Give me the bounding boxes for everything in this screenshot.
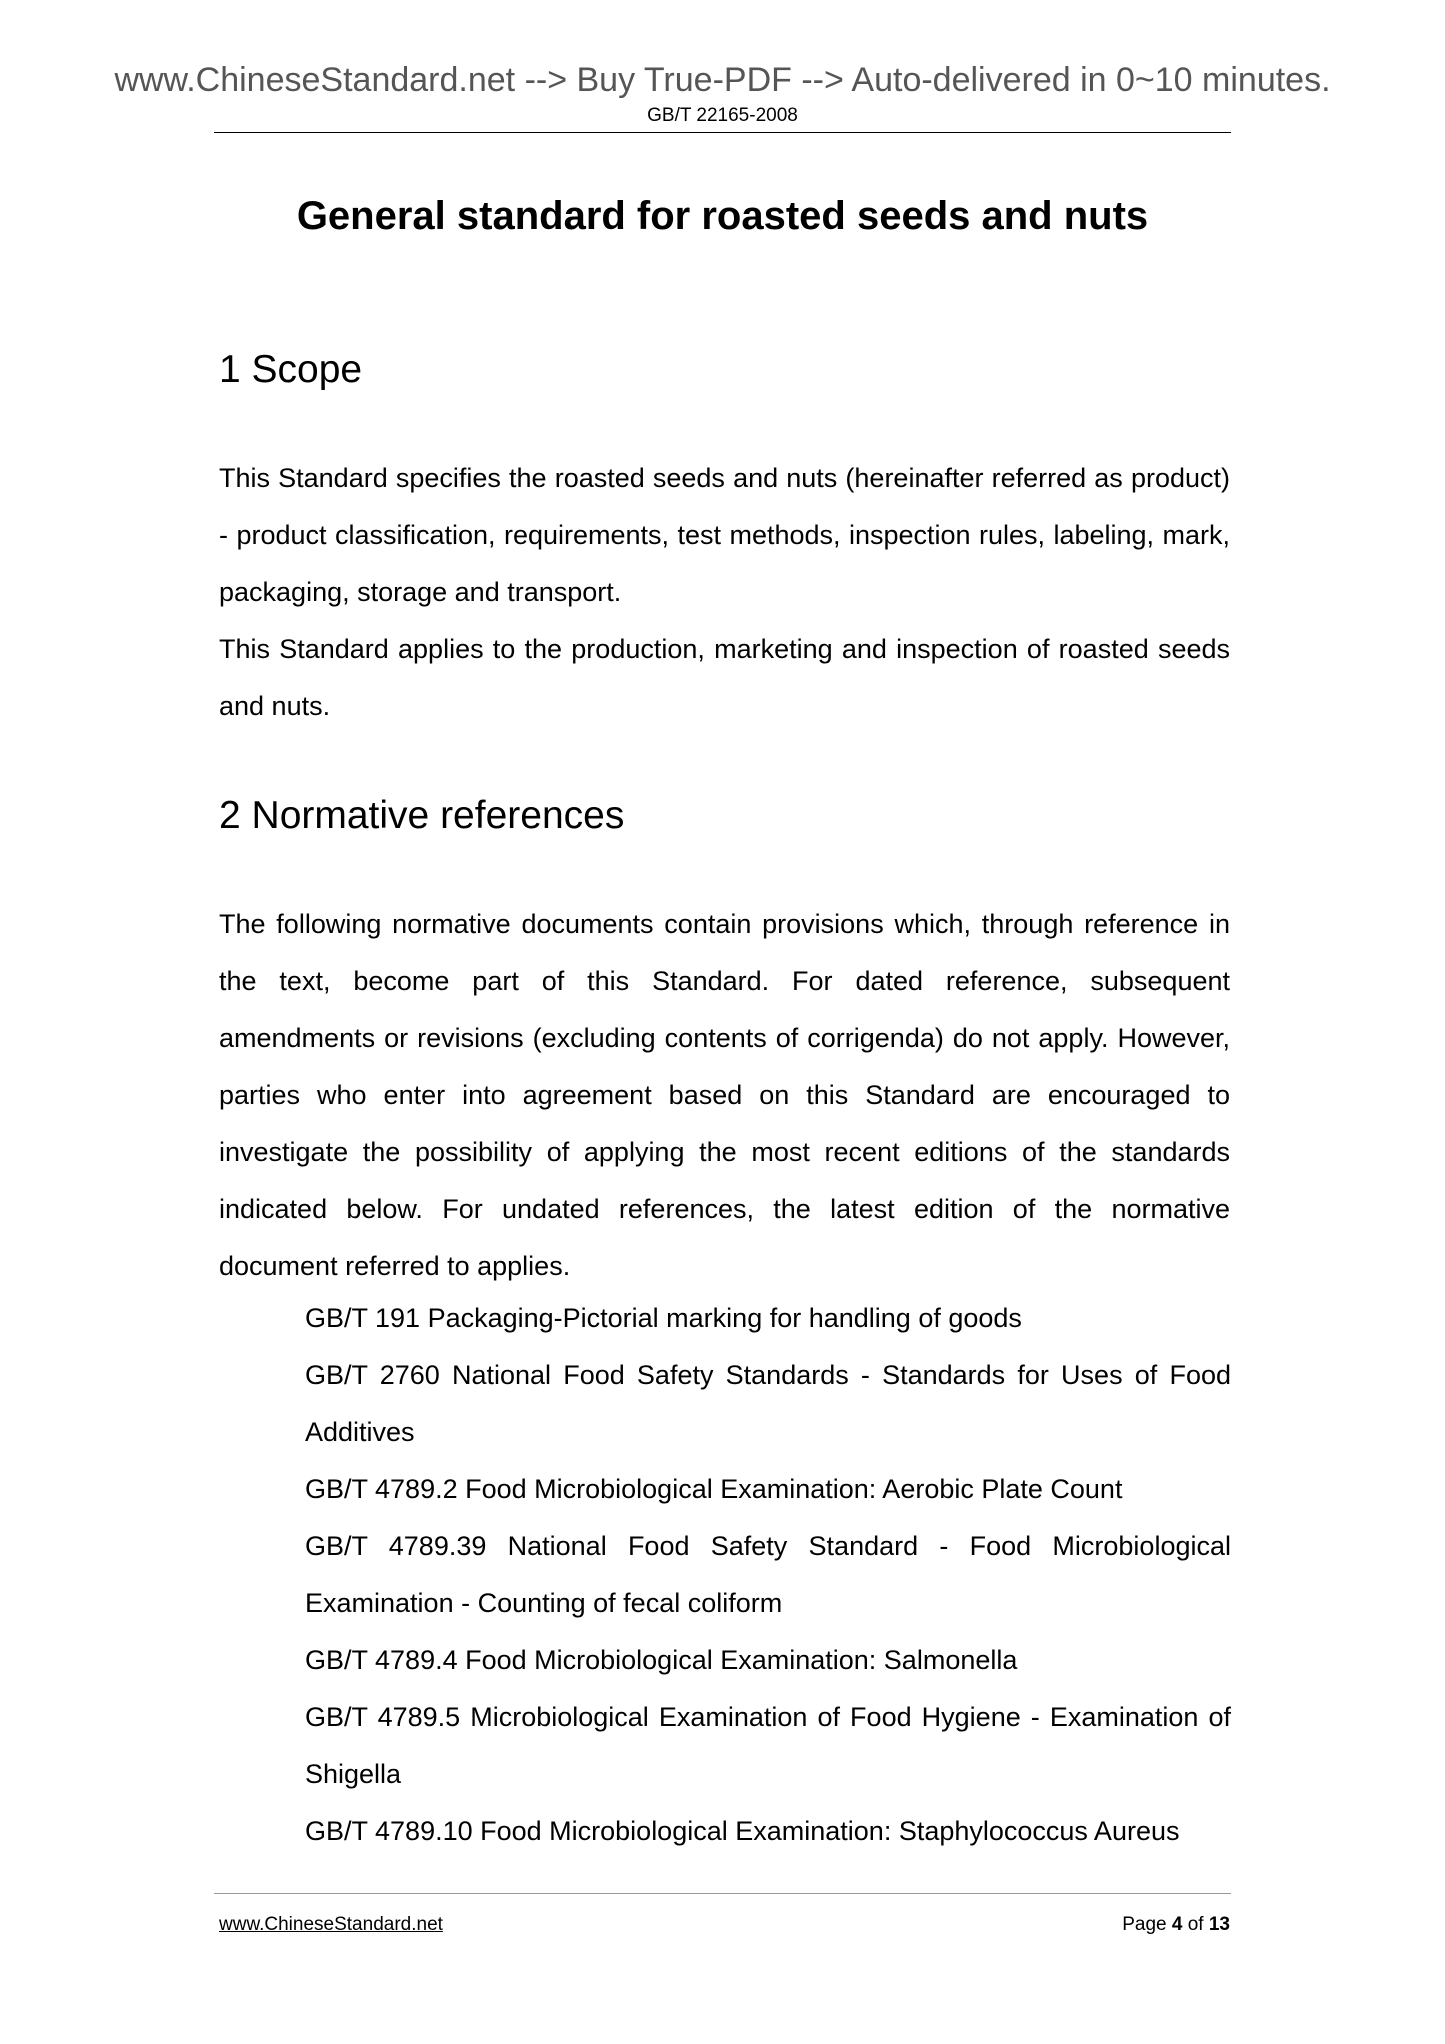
header-divider <box>214 132 1231 133</box>
reference-item: GB/T 4789.2 Food Microbiological Examination: Aerobic Plate Count <box>305 1474 1123 1504</box>
footer-divider <box>214 1893 1231 1894</box>
page-current: 4 <box>1171 1914 1183 1935</box>
document-title: General standard for roasted seeds and nuts <box>296 194 1149 238</box>
reference-item: GB/T 4789.4 Food Microbiological Examination: Salmonella <box>305 1645 1018 1675</box>
scope-applicability-paragraph: This Standard applies to the production, marketing and inspection of roasted seeds and nuts. <box>219 634 1230 721</box>
page-of: of <box>1187 1914 1204 1935</box>
section-heading-scope: 1 Scope <box>219 348 363 391</box>
page-prefix: Page <box>1122 1914 1167 1935</box>
scope-paragraph: This Standard specifies the roasted seeds and nuts (hereinafter referred as product) - product classification, requirements, test methods, inspection rules, labeling, mark, packaging, storage and transport. <box>219 463 1230 607</box>
reference-item: GB/T 4789.5 Microbiological Examination of Food Hygiene - Examination of Shigella <box>305 1702 1231 1789</box>
page-total: 13 <box>1208 1914 1230 1935</box>
site-banner[interactable]: www.ChineseStandard.net --> Buy True-PDF --> Auto-delivered in 0~10 minutes. <box>114 61 1331 99</box>
footer-site-link[interactable]: www.ChineseStandard.net <box>219 1914 443 1935</box>
reference-item: GB/T 4789.39 National Food Safety Standard - Food Microbiological Examination - Counting of fecal coliform <box>305 1531 1231 1618</box>
reference-list <box>305 1290 1231 1860</box>
reference-item: GB/T 4789.10 Food Microbiological Examination: Staphylococcus Aureus <box>305 1816 1180 1846</box>
reference-item: GB/T 191 Packaging-Pictorial marking for handling of goods <box>305 1303 1022 1333</box>
section-heading-normative-references: 2 Normative references <box>219 794 625 837</box>
page-number <box>1122 1912 1230 1938</box>
normative-references-paragraph: The following normative documents contain provisions which, through reference in the text, become part of this Standard. For dated reference, subsequent amendments or revisions (excluding contents of corrigenda) do not apply. However, parties who enter into agreement based on this Standard are encouraged to investigate the possibility of applying the most recent editions of the standards indicated below. For undated references, the latest edition of the normative document referred to applies. <box>219 909 1230 1281</box>
reference-item: GB/T 2760 National Food Safety Standards - Standards for Uses of Food Additives <box>305 1360 1231 1447</box>
document-code: GB/T 22165-2008 <box>647 105 798 126</box>
